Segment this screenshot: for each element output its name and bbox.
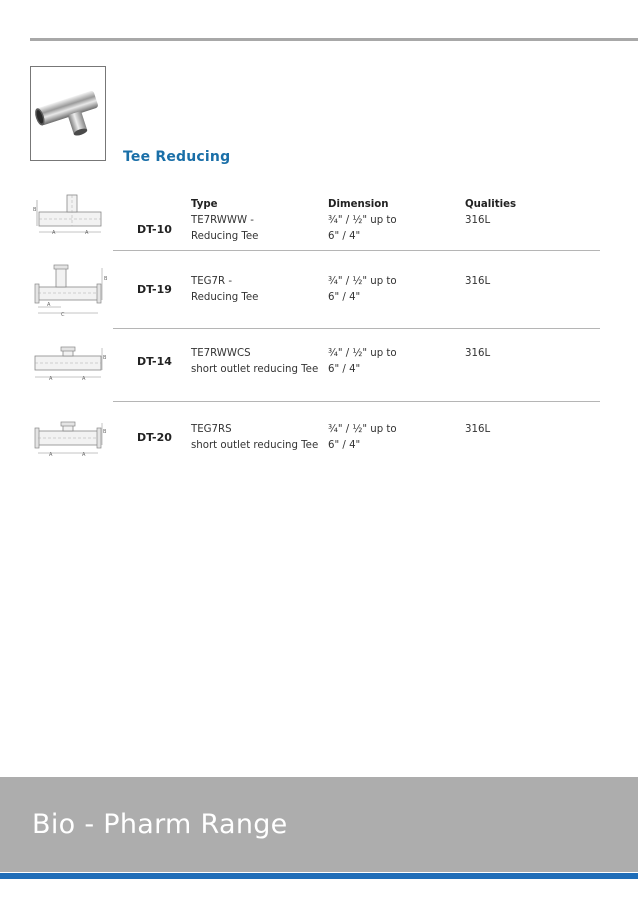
tee-drawing-dt20: [30, 419, 110, 461]
footer-stripe: [0, 873, 638, 879]
type-line2: Reducing Tee: [191, 292, 259, 303]
dim-label: A: [82, 376, 86, 382]
dim-line1: ¾" / ½" up to: [328, 276, 397, 287]
dim-label: A: [52, 230, 56, 236]
dim-label: B: [103, 429, 107, 435]
quality-value: 316L: [465, 215, 491, 226]
product-code: DT-14: [137, 355, 172, 368]
dim-label: B: [33, 207, 37, 213]
header-qualities: Qualities: [465, 199, 517, 210]
section-title: Tee Reducing: [123, 149, 231, 165]
top-rule: [30, 38, 638, 41]
dim-line1: ¾" / ½" up to: [328, 348, 397, 359]
dim-label: A: [82, 452, 86, 458]
product-code: DT-20: [137, 431, 172, 444]
type-line1: TE7RWWCS: [191, 348, 251, 359]
product-code: DT-10: [137, 223, 172, 236]
type-line1: TEG7RS: [191, 424, 232, 435]
dim-label: A: [49, 452, 53, 458]
dim-line2: 6" / 4": [328, 292, 361, 303]
header-type: Type: [191, 199, 218, 210]
row-divider: [113, 250, 600, 251]
dim-label: C: [61, 312, 65, 318]
dim-label: A: [49, 376, 53, 382]
dim-label: A: [47, 302, 51, 308]
dim-line2: 6" / 4": [328, 364, 361, 375]
row-divider: [113, 328, 600, 329]
dim-label: A: [85, 230, 89, 236]
quality-value: 316L: [465, 276, 491, 287]
type-line2: Reducing Tee: [191, 231, 259, 242]
tee-drawing-dt10: [30, 192, 110, 238]
tee-drawing-dt14: [30, 344, 110, 384]
row-divider: [113, 401, 600, 402]
footer-title: Bio - Pharm Range: [32, 809, 288, 840]
product-code: DT-19: [137, 283, 172, 296]
dim-line2: 6" / 4": [328, 440, 361, 451]
dim-line1: ¾" / ½" up to: [328, 215, 397, 226]
dim-label: B: [104, 276, 108, 282]
tee-drawing-dt19: [30, 260, 110, 318]
type-line2: short outlet reducing Tee: [191, 440, 319, 451]
dim-line1: ¾" / ½" up to: [328, 424, 397, 435]
quality-value: 316L: [465, 348, 491, 359]
dim-line2: 6" / 4": [328, 231, 361, 242]
type-line2: short outlet reducing Tee: [191, 364, 319, 375]
dim-label: B: [103, 355, 107, 361]
type-line1: TEG7R -: [191, 276, 233, 287]
quality-value: 316L: [465, 424, 491, 435]
type-line1: TE7RWWW -: [191, 215, 254, 226]
product-photo: [30, 66, 106, 161]
header-dimension: Dimension: [328, 199, 389, 210]
footer-band: [0, 777, 638, 872]
